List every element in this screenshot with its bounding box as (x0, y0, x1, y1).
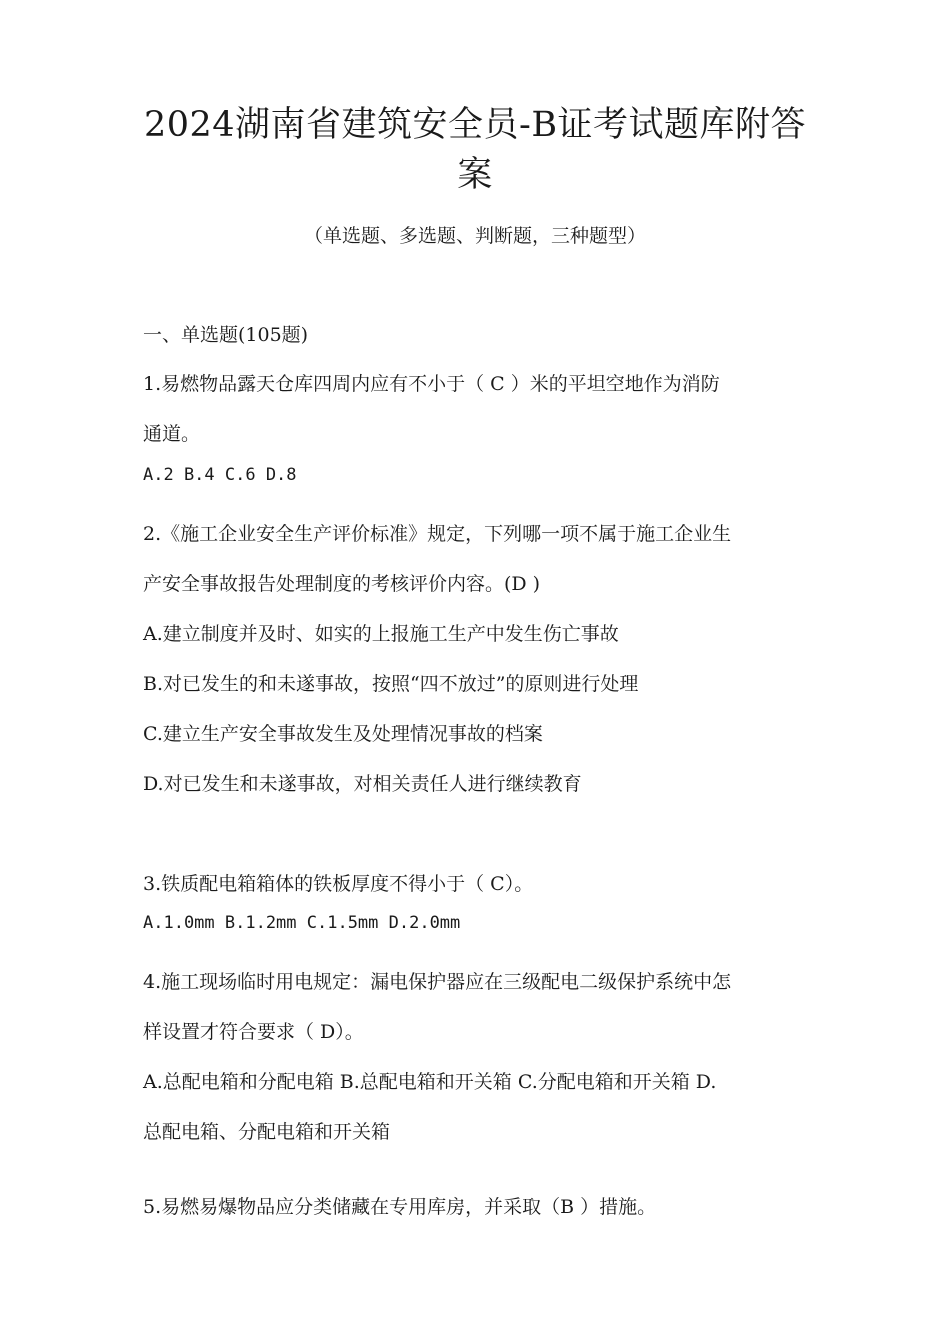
question-1-line-1: 1.易燃物品露天仓库四周内应有不小于（ C ）米的平坦空地作为消防 (143, 373, 720, 395)
title-line-2: 案 (457, 155, 493, 195)
document-title (120, 100, 830, 200)
question-2-option-b: B.对已发生的和未遂事故，按照“四不放过”的原则进行处理 (143, 673, 639, 695)
question-3-line-1: 3.铁质配电箱箱体的铁板厚度不得小于（ C）。 (143, 873, 534, 895)
document-subtitle: （单选题、多选题、判断题，三种题型） (303, 225, 646, 247)
question-4-options-line-1: A.总配电箱和分配电箱 B.总配电箱和开关箱 C.分配电箱和开关箱 D. (143, 1071, 717, 1093)
question-2-line-1: 2.《施工企业安全生产评价标准》规定，下列哪一项不属于施工企业生 (143, 523, 732, 545)
question-4-line-1: 4.施工现场临时用电规定：漏电保护器应在三级配电二级保护系统中怎 (143, 971, 732, 993)
question-4-options-line-2: 总配电箱、分配电箱和开关箱 (143, 1121, 391, 1143)
question-1-line-2: 通道。 (143, 423, 201, 445)
question-4-line-2: 样设置才符合要求（ D）。 (143, 1021, 364, 1043)
question-2-option-d: D.对已发生和未遂事故，对相关责任人进行继续教育 (143, 773, 582, 795)
question-2-option-a: A.建立制度并及时、如实的上报施工生产中发生伤亡事故 (143, 623, 619, 645)
title-line-1: 2024湖南省建筑安全员-B证考试题库附答 (143, 105, 807, 145)
question-2-option-c: C.建立生产安全事故发生及处理情况事故的档案 (143, 723, 543, 745)
question-2-line-2: 产安全事故报告处理制度的考核评价内容。(D ) (143, 573, 541, 595)
question-1-options: A.2 B.4 C.6 D.8 (143, 465, 297, 485)
question-5-line-1: 5.易燃易爆物品应分类储藏在专用库房，并采取（B ）措施。 (143, 1196, 657, 1218)
section-heading: 一、单选题(105题) (143, 324, 309, 346)
question-3-options: A.1.0mm B.1.2mm C.1.5mm D.2.0mm (143, 913, 461, 933)
